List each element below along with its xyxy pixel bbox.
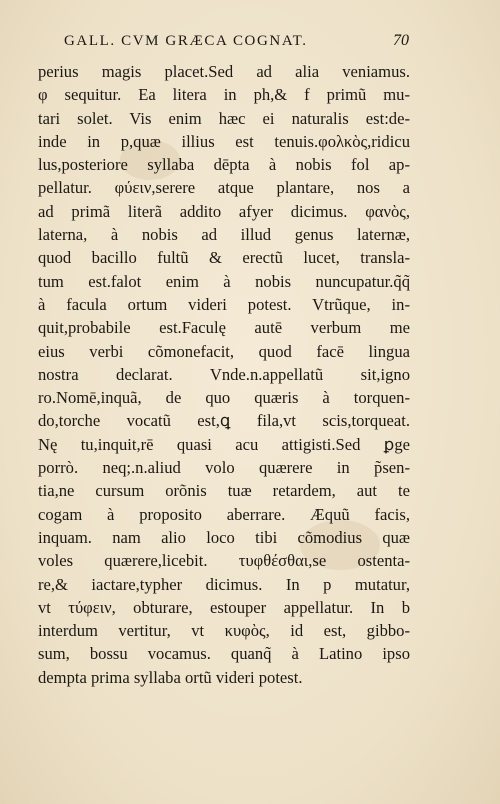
text-line: nostra declarat. Vnde.n.appellatũ sit,igno: [38, 364, 410, 384]
text-line: quod bacillo fultũ & erectũ lucet, transla-: [38, 248, 410, 268]
text-line: inde in p,quæ illius est tenuis.φολκὸς,ridicu: [38, 131, 410, 151]
text-line: do,torche vocatũ est,ꝗ fila,vt scis,torqueat.: [38, 411, 410, 431]
text-line: pellatur. φύειν,serere atque plantare, nos a: [38, 178, 410, 198]
text-line: interdum vertitur, vt κυφὸς, id est, gibbo-: [38, 621, 410, 641]
text-line: porrò. neq;.n.aliud volo quærere in p̃sen-: [38, 458, 410, 478]
text-line: lus,posteriore syllaba dēpta à nobis fol ap-: [38, 155, 410, 175]
text-line: à facula ortum videri potest. Vtrũque, in-: [38, 294, 410, 314]
text-line: voles quærere,licebit. τυφθέσθαι,se ostenta-: [38, 551, 410, 571]
text-line: inquam. nam alio loco tibi cõmodius quæ: [38, 527, 410, 547]
page-number: 70: [393, 32, 409, 49]
text-line: cogam à proposito aberrare. Æquũ facis,: [38, 504, 410, 524]
text-line: Nę tu,inquit,rē quasi acu attigisti.Sed ꝑge: [38, 434, 410, 454]
text-line: laterna, à nobis ad illud genus laternæ,: [38, 225, 410, 245]
text-line: re,& iactare,typher dicimus. In p mutatur,: [38, 574, 410, 594]
text-line: eius verbi cõmonefacit, quod facē lingua: [38, 341, 410, 361]
text-line: tia,ne cursum orõnis tuæ retardem, aut te: [38, 481, 410, 501]
text-line: sum, bossu vocamus. quanq̃ à Latino ipso: [38, 644, 410, 664]
text-line: perius magis placet.Sed ad alia veniamus.: [38, 62, 410, 81]
text-line: quit,probabile est.Faculę autē verbum me: [38, 318, 410, 338]
text-line: tum est.falot enim à nobis nuncupatur.q̃q̃: [38, 271, 410, 291]
text-line: ro.Nomē,inquã, de quo quæris à torquen-: [38, 388, 410, 408]
running-head: GALL. CVM GRÆCA COGNAT.: [64, 33, 308, 49]
text-line: φ sequitur. Ea litera in ph,& f primũ mu-: [38, 85, 410, 105]
text-line: ad primã literã addito afyer dicimus. φανὸς,: [38, 201, 410, 221]
body-text: [38, 60, 410, 689]
text-line: tari solet. Vis enim hæc ei naturalis est:de-: [38, 108, 410, 128]
page-header: [64, 33, 409, 55]
text-line: dempta prima syllaba ortũ videri potest.: [38, 667, 303, 687]
text-line: vt τύφειν, obturare, estouper appellatur. In b: [38, 597, 410, 617]
